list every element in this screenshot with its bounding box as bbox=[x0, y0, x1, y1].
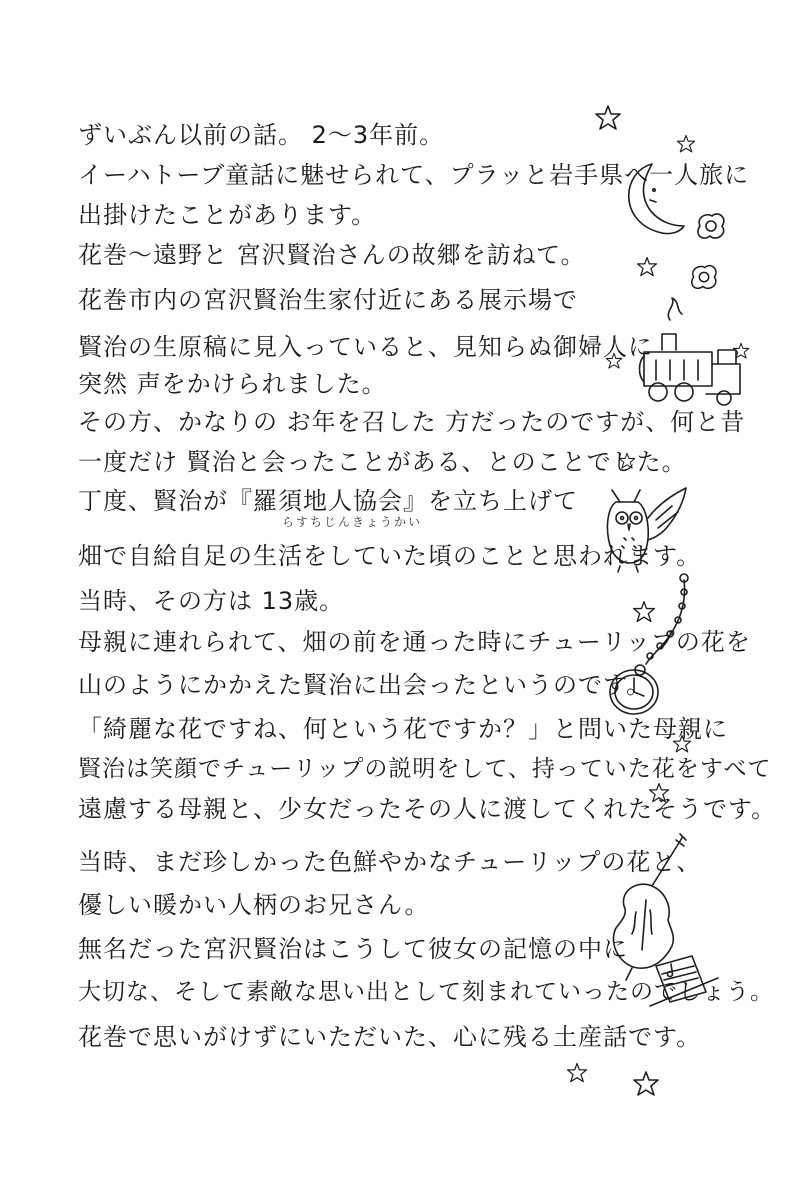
letter-line-15: 「綺麗な花ですね、何という花ですか？」と問いた母親に bbox=[78, 715, 728, 743]
star-icon bbox=[672, 734, 692, 754]
letter-line-9: 一度だけ 賢治と会ったことがある、とのことでした。 bbox=[78, 448, 687, 476]
letter-line-17: 遠慮する母親と、少女だったその人に渡してくれたそうです。 bbox=[78, 795, 777, 823]
letter-line-3: 出掛けたことがあります。 bbox=[78, 201, 377, 229]
star-icon bbox=[594, 104, 622, 132]
letter-line-14: 山のようにかかえた賢治に出会ったというのです。 bbox=[78, 671, 652, 699]
letter-line-22: 花巻で思いがけずにいただいた、心に残る土産話です。 bbox=[78, 1023, 702, 1051]
letter-line-8: その方、かなりの お年を召した 方だったのですが、何と昔 bbox=[78, 408, 746, 436]
letter-line-10: 丁度、賢治が『羅須地人協会』を立ち上げて bbox=[78, 487, 578, 515]
letter-line-12: 当時、その方は 13歳。 bbox=[78, 587, 345, 615]
letter-line-2: イーハトーブ童話に魅せられて、プラッと岩手県へ一人旅に bbox=[78, 161, 750, 189]
star-icon bbox=[618, 452, 636, 470]
star-icon bbox=[676, 134, 696, 154]
letter-line-6: 賢治の生原稿に見入っていると、見知らぬ御婦人に bbox=[78, 333, 653, 361]
smoke-puff-icon bbox=[688, 262, 720, 292]
letter-line-21: 大切な、そして素敵な思い出として刻まれていったのでしょう。 bbox=[78, 979, 774, 1005]
letter-line-11: 畑で自給自足の生活をしていた頃のことと思われます。 bbox=[78, 542, 702, 570]
letter-line-18: 当時、まだ珍しかった色鮮やかなチューリップの花と、 bbox=[78, 848, 702, 876]
owl-icon bbox=[598, 478, 690, 574]
letter-line-16: 賢治は笑顔でチューリップの説明をして、持っていた花をすべて bbox=[78, 756, 772, 782]
star-icon bbox=[605, 352, 623, 370]
star-icon bbox=[566, 1062, 588, 1084]
steam-locomotive-icon bbox=[636, 290, 746, 410]
smoke-puff-icon bbox=[694, 210, 728, 242]
letter-line-19: 優しい暖かい人柄のお兄さん。 bbox=[78, 891, 430, 919]
sheet-music-icon bbox=[648, 948, 722, 1010]
letter-line-13: 母親に連れられて、畑の前を通った時にチューリップの花を bbox=[78, 628, 751, 656]
letter-line-7: 突然 声をかけられました。 bbox=[78, 370, 387, 398]
letter-line-4: 花巻～遠野と 宮沢賢治さんの故郷を訪ねて。 bbox=[78, 241, 586, 269]
star-icon bbox=[632, 1070, 660, 1098]
letter-line-20: 無名だった宮沢賢治はこうして彼女の記憶の中に bbox=[78, 935, 628, 963]
furigana-rasuchijinkyoukai: らすちじんきょうかい bbox=[282, 515, 423, 529]
letter-line-5: 花巻市内の宮沢賢治生家付近にある展示場で bbox=[78, 286, 578, 314]
star-icon bbox=[648, 782, 670, 804]
letter-line-1: ずいぶん以前の話。 2～3年前。 bbox=[78, 121, 445, 149]
pocket-watch-icon bbox=[600, 568, 700, 718]
star-icon bbox=[636, 256, 658, 278]
crescent-moon-icon bbox=[612, 160, 686, 238]
